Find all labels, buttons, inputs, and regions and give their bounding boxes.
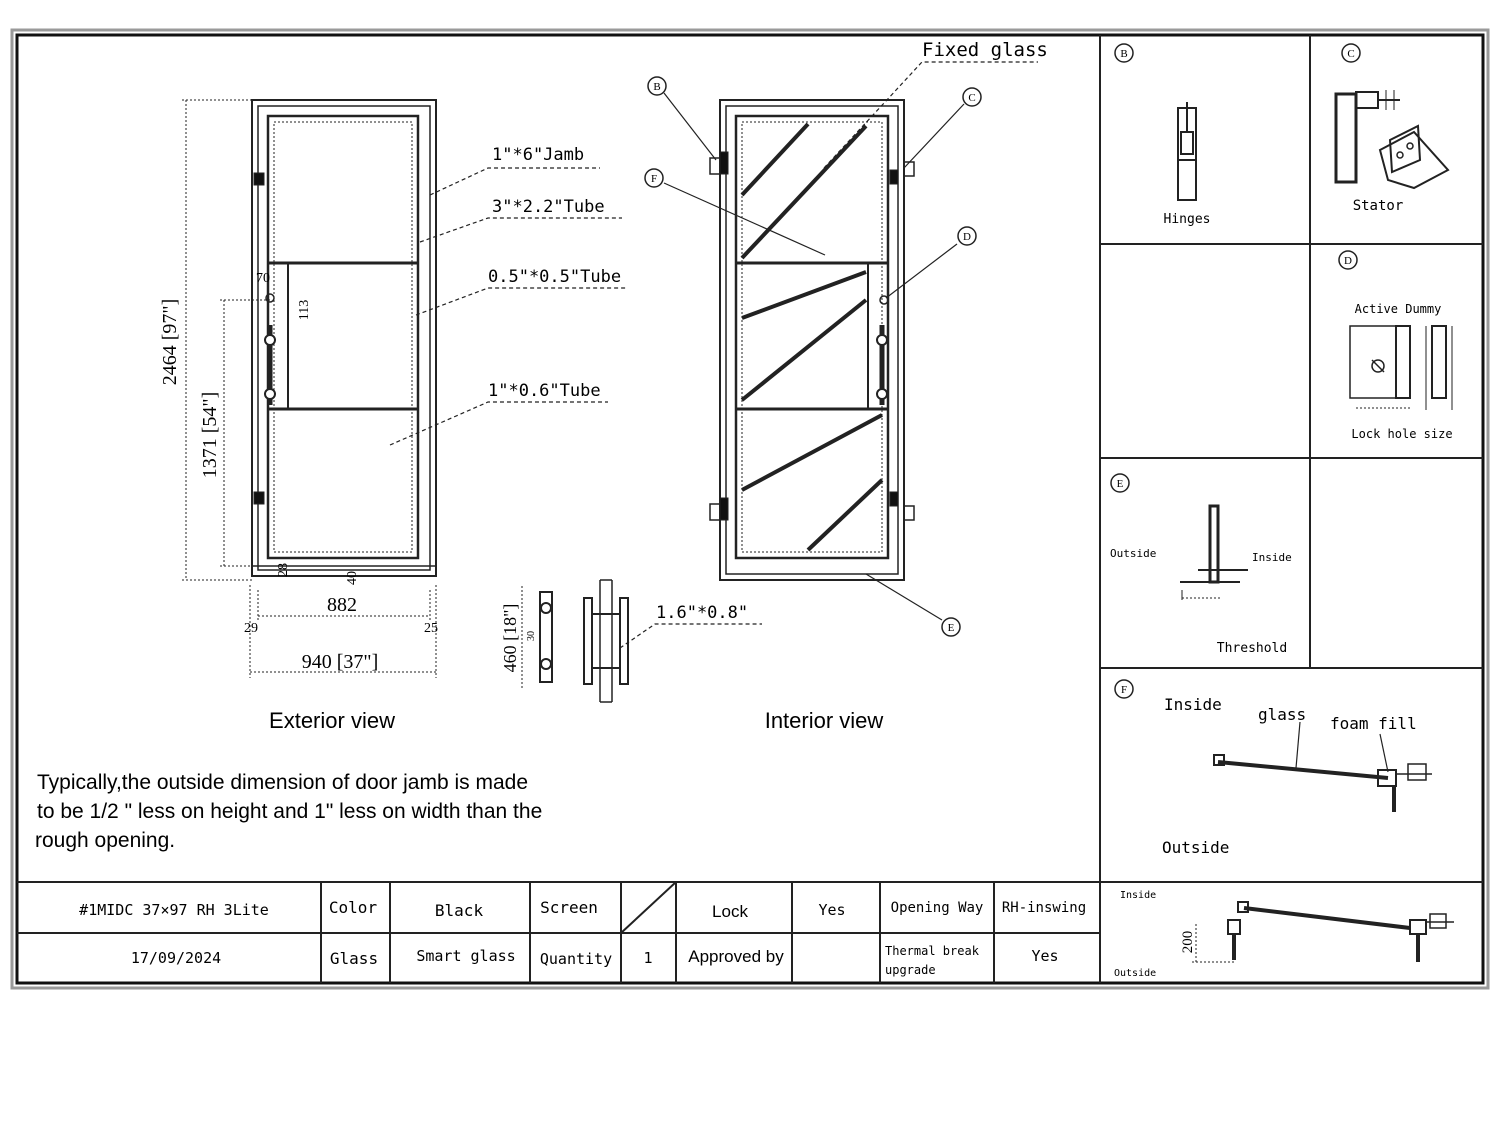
note-line-3: rough opening.	[35, 829, 176, 852]
tb-color-value: Black	[434, 901, 484, 920]
int-hinge-bottom-leaf	[720, 498, 728, 520]
int-stator-bottom	[890, 492, 898, 506]
marker-c	[963, 88, 981, 106]
ext-leaf-frame	[268, 116, 418, 558]
exterior-view-title: Exterior view	[269, 708, 395, 733]
tb-thermal-label-2: upgrade	[885, 963, 936, 977]
detail-hinge-drawing	[1178, 102, 1196, 200]
detail-b-marker	[1115, 44, 1133, 62]
detail-lock-bottom-label: Lock hole size	[1351, 427, 1453, 441]
title-block-grid	[17, 882, 1483, 983]
dim-113: 113	[297, 299, 312, 321]
ext-hinge-top	[254, 173, 264, 185]
tb-approved-label: Approved by	[688, 947, 784, 966]
sheet-inner-border	[17, 35, 1483, 983]
marker-d-label: D	[963, 231, 971, 243]
tb-model: #1MIDC 37×97 RH 3Lite	[79, 901, 269, 919]
interior-view-title: Interior view	[764, 708, 884, 733]
detail-d-marker	[1339, 251, 1357, 269]
int-stator-top	[890, 170, 898, 184]
callout-jamb: 1"*6"Jamb	[492, 145, 585, 165]
callout-tube-05: 0.5"*0.5"Tube	[488, 267, 622, 287]
dim-25: 25	[424, 621, 438, 636]
tb-opening-label: Opening Way	[890, 900, 984, 916]
detail-e-marker	[1111, 474, 1129, 492]
int-stator-top-plate	[904, 162, 914, 176]
ext-handle-post-bottom	[265, 389, 275, 399]
detail-threshold-drawing	[1180, 506, 1248, 600]
int-hinge-top-left	[710, 158, 720, 174]
marker-f	[645, 169, 663, 187]
tb-quantity-value: 1	[643, 949, 653, 967]
detail-hinges-label: Hinges	[1163, 212, 1211, 227]
ext-dimension-lines	[182, 100, 436, 678]
marker-c-label: C	[968, 92, 976, 104]
dim-handle-length: 460 [18"]	[500, 603, 520, 673]
callout-tube-3: 3"*2.2"Tube	[492, 197, 605, 217]
detail-g-inside: Inside	[1120, 890, 1157, 901]
marker-e-label: E	[947, 622, 955, 634]
tb-quantity-label: Quantity	[539, 950, 613, 968]
detail-f-marker	[1115, 680, 1133, 698]
marker-b-top-label: B	[653, 81, 661, 93]
int-handle-post-bottom	[877, 389, 887, 399]
marker-d	[958, 227, 976, 245]
ext-jamb-outer	[252, 100, 436, 576]
int-hinge-top-leaf	[720, 152, 728, 174]
ext-jamb-inner	[258, 106, 430, 570]
detail-threshold-inside: Inside	[1252, 551, 1292, 564]
detail-b-marker-label: B	[1120, 48, 1128, 60]
tb-thermal-value: Yes	[1031, 947, 1059, 965]
int-glass-edge	[742, 122, 882, 552]
detail-stator-label: Stator	[1352, 198, 1404, 214]
interior-door	[710, 100, 914, 580]
detail-stator-drawing	[1336, 90, 1448, 188]
tb-lock-label: Lock	[712, 902, 748, 921]
marker-b-top	[648, 77, 666, 95]
detail-g-outside: Outside	[1114, 968, 1157, 979]
detail-d-marker-label: D	[1344, 255, 1352, 267]
detail-g-dim: 200	[1180, 930, 1196, 954]
dim-70: 70	[256, 271, 270, 286]
dim-outer-width: 940 [37"]	[301, 651, 379, 673]
detail-c-marker-label: C	[1347, 48, 1355, 60]
int-glass-hatch	[742, 124, 882, 550]
tb-glass-value: Smart glass	[416, 947, 516, 965]
dim-handle-height: 1371 [54"]	[199, 391, 221, 479]
detail-lock-drawing	[1350, 326, 1452, 410]
detail-threshold-label: Threshold	[1216, 641, 1288, 656]
detail-f-marker-label: F	[1120, 684, 1128, 696]
detail-threshold-outside: Outside	[1110, 547, 1157, 560]
ext-hinge-bottom	[254, 492, 264, 504]
tb-lock-value: Yes	[818, 901, 846, 919]
tb-opening-value: RH-inswing	[1001, 900, 1087, 916]
ext-glass-edge	[274, 122, 412, 552]
detail-f-foam: foam fill	[1330, 714, 1417, 733]
detail-lock-top-label: Active Dummy	[1354, 302, 1442, 316]
sheet-outer-border	[12, 30, 1488, 988]
marker-f-label: F	[650, 173, 658, 185]
tb-screen-label: Screen	[540, 898, 598, 917]
tb-color-label: Color	[328, 898, 378, 917]
dim-28: 28	[276, 563, 291, 577]
int-jamb-inner	[726, 106, 898, 574]
int-stator-bottom-plate	[904, 506, 914, 520]
dim-29: 29	[244, 621, 258, 636]
detail-f-outside: Outside	[1162, 838, 1230, 857]
detail-g-drawing	[1192, 902, 1454, 962]
handle-profile-detail	[584, 580, 628, 702]
callout-handle-profile: 1.6"*0.8"	[656, 603, 749, 623]
detail-f-drawing	[1214, 722, 1432, 812]
marker-e	[942, 618, 960, 636]
tb-date: 17/09/2024	[130, 949, 222, 967]
tb-thermal-label-1: Thermal break	[885, 944, 979, 958]
note-line-1: Typically,the outside dimension of door jamb is made	[37, 771, 529, 794]
detail-c-marker	[1342, 44, 1360, 62]
exterior-door	[252, 100, 436, 576]
detail-f-inside: Inside	[1164, 695, 1222, 714]
handle-profile-leader	[620, 624, 762, 648]
callout-fixed-glass: Fixed glass	[922, 39, 1048, 61]
int-hinge-bottom-left	[710, 504, 720, 520]
dim-inner-width: 882	[327, 594, 357, 616]
detail-f-glass: glass	[1258, 705, 1307, 724]
ext-handle-post-top	[265, 335, 275, 345]
note-line-2: to be 1/2 " less on height and 1" less on width than the	[37, 800, 543, 823]
dim-handle-30: 30	[526, 631, 537, 641]
detail-e-marker-label: E	[1116, 478, 1124, 490]
detail-grid	[1100, 35, 1483, 983]
dim-height-total: 2464 [97"]	[159, 298, 181, 386]
callout-tube-1: 1"*0.6"Tube	[488, 381, 601, 401]
tb-glass-label: Glass	[329, 949, 379, 968]
dim-40: 40	[345, 571, 360, 585]
int-handle-post-top	[877, 335, 887, 345]
